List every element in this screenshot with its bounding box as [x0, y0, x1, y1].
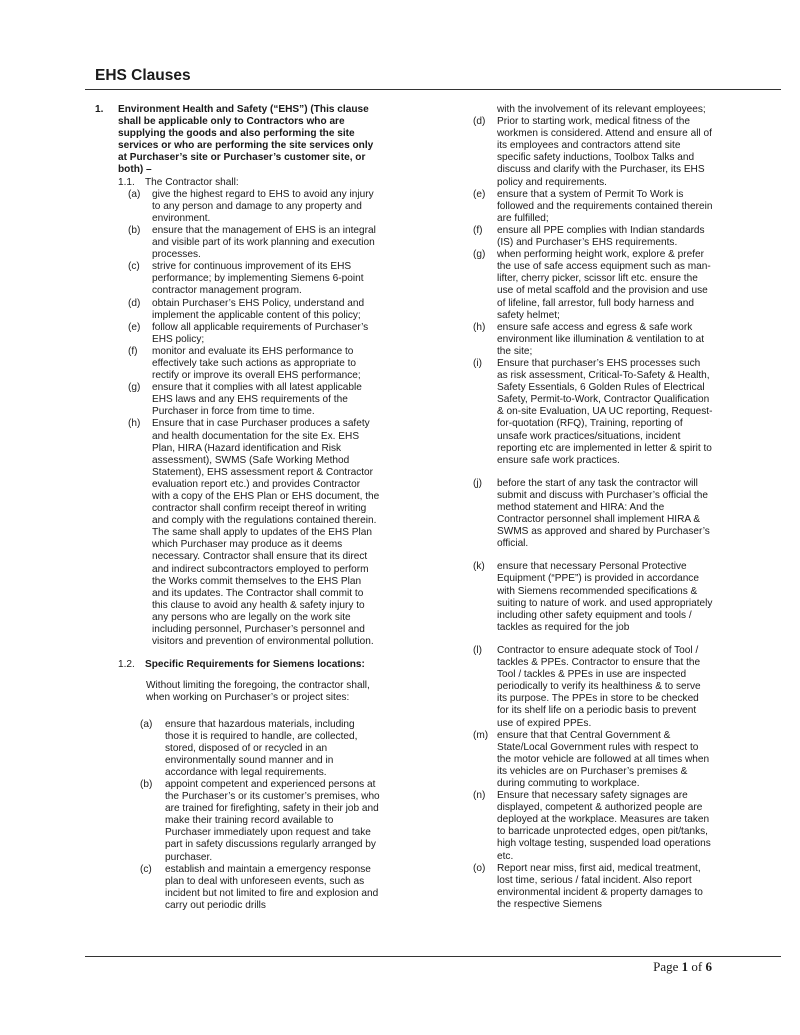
list-item — [140, 864, 380, 912]
list-item — [473, 790, 713, 863]
list-item — [128, 261, 380, 297]
item-label: (a) — [140, 718, 153, 730]
list-item — [473, 358, 713, 467]
item-label: (e) — [473, 188, 486, 200]
list-item — [473, 249, 713, 322]
item-text: Ensure that necessary safety signages are displayed, competent & authorized people are deployed at the workplace. Measures are taken to barricade unprotected edges, open pit/tanks, high voltage testing, suspended load operations etc. — [497, 790, 711, 862]
right-column — [473, 104, 713, 911]
item-label: (j) — [473, 477, 482, 489]
list-item — [128, 418, 380, 648]
item-label: (b) — [128, 224, 141, 236]
item-label: (o) — [473, 862, 486, 874]
section-intro: Without limiting the foregoing, the contractor shall, when working on Purchaser’s or project sites: — [146, 680, 370, 704]
section-number: 1.1. — [118, 176, 135, 188]
item-text: ensure that it complies with all latest applicable EHS laws and any EHS requirements of the Purchaser in force from time to time. — [152, 382, 362, 418]
list-item — [473, 189, 713, 225]
page-of: of — [688, 959, 706, 974]
item-text: Contractor to ensure adequate stock of Tool / tackles & PPEs. Contractor to ensure that the Tool / tackles & PPEs in use are inspected periodically to verify its healthiness & to serve its purpose. The PPEs in store to be checked for its shelf life on a periodic basis to prevent use of expired PPEs. — [497, 644, 701, 729]
item-text: strive for continuous improvement of its EHS performance; by implementing Siemens 6-point contractor management program. — [152, 261, 364, 297]
page-prefix: Page — [653, 959, 682, 974]
item-text: when performing height work, explore & prefer the use of safe access equipment such as man-lifter, cherry picker, scissor lift etc. ensure the use of metal scaffold and the provision and use of lifeline, fall arrestor, full body harness and safety helmet; — [497, 249, 711, 321]
item-text: before the start of any task the contractor will submit and discuss with Purchaser’s official the method statement and HIRA: And the Contractor personnel shall implement HIRA & SWMS as approved and shared by Purchaser’s official. — [497, 477, 710, 550]
item-text: ensure that that Central Government & State/Local Government rules with respect to the motor vehicle are followed at all times when its vehicles are on Purchaser’s premises & during commuting to workplace. — [497, 729, 710, 789]
item-label: (m) — [473, 729, 489, 741]
item-text: ensure safe access and egress & safe work environment like illumination & ventilation to at the site; — [497, 321, 705, 357]
list-item — [140, 779, 380, 864]
item-text: obtain Purchaser’s EHS Policy, understand and implement the applicable content of this policy; — [152, 297, 365, 321]
item-text: ensure that hazardous materials, including those it is required to handle, are collected, stored, disposed of or recycled in an environmentally sound manner and in accordance with legal requirements. — [165, 718, 358, 778]
document-title: EHS Clauses — [95, 67, 191, 84]
page-number: 1 — [681, 959, 689, 974]
item-label: (f) — [473, 224, 483, 236]
item-text: Ensure that in case Purchaser produces a safety and health documentation for the site Ex. EHS Plan, HIRA (Hazard identification and Risk assessment), SWMS (Safe Working Method Statement), EHS assessment report & Contractor evaluation report etc.) and provides Contractor with a copy of the EHS Plan or EHS document, the contractor shall confirm receipt thereof in writing and comply with the regulations contained therein. The same shall apply to updates of the EHS Plan which Purchaser may produce as it deems necessary. Contractor shall ensure that its direct and indirect subcontractors employed to perform the Works commit themselves to the EHS Plan and its updates. The Contractor shall commit to this clause to avoid any health & safety injury to any persons who are legally on the work site including personnel, Purchaser’s personnel and visitors and prevention of environmental pollution. — [152, 418, 380, 648]
item-label: (e) — [128, 321, 141, 333]
item-text: ensure that a system of Permit To Work is followed and the requirements contained therein are fulfilled; — [497, 188, 713, 224]
item-label: (a) — [128, 188, 141, 200]
header-rule — [85, 89, 781, 90]
item-text: monitor and evaluate its EHS performance to effectively take such actions as appropriate to rectify or improve its overall EHS performance; — [152, 345, 361, 382]
item-label: (k) — [473, 561, 485, 573]
continuation-text: with the involvement of its relevant employees; — [497, 104, 706, 115]
item-text: establish and maintain a emergency response plan to deal with unforeseen events, such as incident but not limited to fire and explosion and carry out periodic drills — [165, 863, 379, 911]
page-footer — [653, 959, 712, 975]
section-1-2 — [95, 659, 380, 912]
section-1-2-heading — [118, 659, 380, 671]
item-label: (i) — [473, 357, 482, 369]
list-item — [473, 730, 713, 790]
list-item — [128, 382, 380, 418]
list-item — [473, 116, 713, 189]
list-item — [473, 225, 713, 249]
item-label: (l) — [473, 644, 482, 656]
list-item — [473, 478, 713, 551]
item-label: (c) — [128, 261, 140, 273]
list-item — [473, 561, 713, 634]
section-heading-text: Specific Requirements for Siemens locations: — [145, 659, 365, 671]
clause-number: 1. — [95, 104, 104, 115]
section-label: The Contractor shall: — [145, 176, 239, 188]
list-item — [473, 322, 713, 358]
section-1-1-heading — [118, 177, 380, 189]
list-item — [473, 645, 713, 730]
item-text: follow all applicable requirements of Purchaser’s EHS policy; — [152, 321, 369, 345]
section-1-1-list — [95, 189, 380, 649]
item-label: (h) — [473, 321, 486, 333]
section-number: 1.2. — [118, 659, 135, 671]
item-label: (f) — [128, 345, 138, 357]
item-label: (n) — [473, 790, 486, 802]
list-item — [473, 863, 713, 911]
list-item — [140, 719, 380, 779]
item-text: appoint competent and experienced persons at the Purchaser’s or its customer’s premises, who are trained for firefighting, safety in their job and make their training record available to Purchaser immediately upon request and take part in safety discussions regularly arranged by purchaser. — [165, 778, 380, 863]
item-label: (g) — [473, 249, 486, 261]
item-label: (h) — [128, 418, 141, 430]
list-item — [128, 322, 380, 346]
left-column — [95, 104, 380, 912]
clause-heading-text: Environment Health and Safety (“EHS”) (This clause shall be applicable only to Contractors who are supplying the goods and also performing the site services or who are performing the site services only at Purchaser’s site or Purchaser’s customer site, or both) – — [118, 104, 374, 176]
item-text: ensure all PPE complies with Indian standards (IS) and Purchaser’s EHS requirements. — [497, 224, 705, 249]
item-label: (b) — [140, 778, 153, 790]
list-item — [128, 225, 380, 261]
footer-rule — [85, 956, 781, 957]
list-item — [128, 189, 380, 225]
item-text: Prior to starting work, medical fitness of the workmen is considered. Attend and ensure all of its employees and contractors attend site specific safety inductions, Toolbox Talks and discuss and clarify with the Purchaser, its EHS policy and requirements. — [497, 116, 712, 188]
item-text: give the highest regard to EHS to avoid any injury to any person and damage to any property and environment. — [152, 188, 374, 224]
page-total: 6 — [705, 959, 712, 974]
list-item — [128, 298, 380, 322]
item-text: ensure that the management of EHS is an integral and visible part of its work planning and execution processes. — [152, 224, 376, 261]
item-label: (g) — [128, 382, 141, 394]
item-text: Ensure that purchaser’s EHS processes such as risk assessment, Critical-To-Safety & Health, Safety Essentials, 6 Golden Rules of Electrical Safety, Permit-to-Work, Contractor Qualification & on-site Evaluation, UA UC reporting, Request-for-quotation (RFQ), Training, reporting of unsafe work practices/situations, incident reporting etc are implemented in letter & spirit to ensure safe work practices. — [497, 357, 713, 466]
clause-heading — [95, 104, 380, 177]
item-label: (d) — [128, 297, 141, 309]
item-text: Report near miss, first aid, medical treatment, lost time, serious / fatal incident. Also report environmental incident & property damages to the respective Siemens — [497, 862, 703, 910]
list-item — [128, 346, 380, 382]
item-text: ensure that necessary Personal Protective Equipment (“PPE”) is provided in accordance with Siemens recommended specifications & suiting to nature of work. and used appropriately including other safety equipment and tools / tackles as required for the job — [497, 561, 713, 633]
item-label: (c) — [140, 863, 152, 875]
item-label: (d) — [473, 116, 486, 128]
